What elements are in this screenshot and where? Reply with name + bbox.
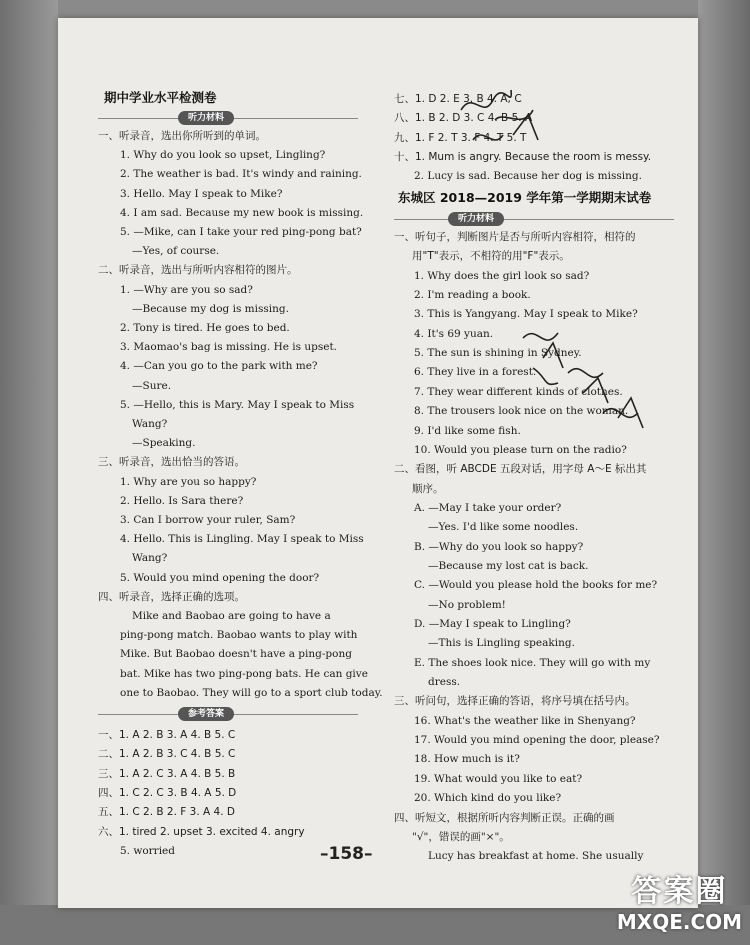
text-line: 二、看图，听 ABCDE 五段对话，用字母 A～E 标出其 — [394, 463, 647, 476]
text-line: 三、听问句，选择正确的答语，将序号填在括号内。 — [394, 695, 636, 708]
text-line: —Because my lost cat is back. — [428, 559, 589, 572]
text-line: 2. Tony is tired. He goes to bed. — [120, 322, 290, 334]
left-section-title: 期中学业水平检测卷 — [104, 90, 217, 105]
text-line: one to Baobao. They will go to a sport club today. — [120, 686, 383, 699]
watermark-url: MXQE.COM — [616, 910, 743, 934]
handwriting-scribble — [513, 318, 663, 448]
text-line: 2. Hello. Is Sara there? — [120, 494, 244, 507]
text-line: 4. —Can you go to the park with me? — [120, 360, 318, 373]
text-line: Wang? — [132, 418, 168, 430]
text-line: 5. —Mike, can I take your red ping-pong bat? — [120, 226, 362, 238]
text-line: Mike and Baobao are going to have a — [132, 610, 331, 622]
text-line: 六、1. tired 2. upset 3. excited 4. angry — [98, 825, 305, 838]
text-line: 三、1. A 2. C 3. A 4. B 5. B — [98, 767, 236, 780]
text-line: 20. Which kind do you like? — [414, 792, 562, 805]
text-line: ping-pong match. Baobao wants to play with — [120, 629, 358, 642]
text-line: —Yes, of course. — [132, 245, 220, 258]
text-line: bat. Mike has two ping-pong bats. He can give — [120, 667, 368, 680]
text-line: 四、1. C 2. C 3. B 4. A 5. D — [98, 786, 237, 799]
text-line: 1. —Why are you so sad? — [120, 283, 253, 296]
text-line: C. —Would you please hold the books for me? — [414, 579, 658, 592]
watermark-logo-text: 答案圈 — [631, 874, 728, 909]
right-section-title: 东城区 2018—2019 学年第一学期期末试卷 — [398, 190, 652, 205]
text-line: 16. What's the weather like in Shenyang? — [414, 714, 636, 727]
text-line: 5. The sun is shining in Sydney. — [414, 347, 582, 360]
scan-border-left — [0, 0, 58, 945]
text-line: 2. I'm reading a book. — [414, 289, 531, 302]
text-line: —Sure. — [132, 379, 172, 392]
text-line: 2. Lucy is sad. Because her dog is missing. — [414, 170, 642, 183]
text-line: 八、1. B 2. D 3. C 4. B 5. A — [394, 112, 533, 125]
text-line: 一、1. A 2. B 3. A 4. B 5. C — [98, 729, 236, 741]
text-line: 九、1. F 2. T 3. F 4. T 5. T — [394, 131, 527, 144]
text-line: 9. I'd like some fish. — [414, 424, 521, 437]
text-line: —Because my dog is missing. — [132, 302, 289, 315]
text-line: 1. Why do you look so upset, Lingling? — [120, 149, 326, 162]
text-line: 5. —Hello, this is Mary. May I speak to Miss — [120, 398, 355, 411]
text-line: 1. Why are you so happy? — [120, 475, 257, 488]
text-line: 8. The trousers look nice on the woman. — [414, 405, 629, 418]
text-line: 十、1. Mum is angry. Because the room is messy. — [394, 150, 652, 163]
text-line: Lucy has breakfast at home. She usually — [428, 850, 644, 863]
text-line: D. —May I speak to Lingling? — [414, 618, 571, 630]
text-line: 一、听录音，选出你所听到的单词。 — [98, 130, 266, 142]
text-line: 三、听录音，选出恰当的答语。 — [98, 456, 245, 469]
text-line: 五、1. C 2. B 2. F 3. A 4. D — [98, 806, 235, 819]
text-line: 顺序。 — [412, 482, 444, 495]
text-line: 18. How much is it? — [414, 753, 520, 766]
text-line: 一、听句子，判断图片是否与所听内容相符，相符的 — [394, 231, 636, 243]
text-line: 七、1. D 2. E 3. B 4. A; C — [394, 93, 522, 105]
page-number: –158– — [320, 844, 373, 864]
text-line: A. —May I take your order? — [414, 501, 562, 514]
text-line: dress. — [428, 676, 461, 689]
handwriting-scribble — [453, 80, 573, 160]
text-line: 4. It's 69 yuan. — [414, 327, 494, 340]
text-line: Wang? — [132, 552, 168, 565]
text-line: "√"，错误的画"×"。 — [412, 830, 510, 843]
answer-key-tag: 参考答案 — [178, 707, 234, 721]
text-line: 1. Why does the girl look so sad? — [414, 269, 590, 282]
text-line: E. The shoes look nice. They will go with my — [414, 656, 651, 669]
text-line: 7. They wear different kinds of clothes. — [414, 385, 623, 398]
text-line: 四、听短文，根据所听内容判断正误。正确的画 — [394, 811, 615, 824]
listening-material-tag: 听力材料 — [178, 111, 234, 125]
text-line: —Speaking. — [132, 437, 196, 450]
text-line: 用"T"表示，不相符的用"F"表示。 — [412, 250, 570, 263]
text-line: 17. Would you mind opening the door, please? — [414, 734, 660, 747]
text-line: 四、听录音，选择正确的选项。 — [98, 590, 245, 603]
listening-material-tag: 听力材料 — [448, 212, 504, 226]
text-line: 3. Maomao's bag is missing. He is upset. — [120, 341, 338, 354]
text-line: —This is Lingling speaking. — [428, 637, 575, 650]
text-line: 5. Would you mind opening the door? — [120, 571, 320, 584]
document-page — [58, 18, 698, 908]
site-watermark — [612, 874, 747, 942]
text-line: 6. They live in a forest. — [414, 366, 537, 379]
text-line: 2. The weather is bad. It's windy and raining. — [120, 168, 362, 181]
text-line: 4. I am sad. Because my new book is missing. — [120, 206, 364, 219]
text-line: 3. This is Yangyang. May I speak to Mike? — [414, 308, 638, 321]
text-line: 二、1. A 2. B 3. C 4. B 5. C — [98, 748, 236, 761]
scan-border-right — [698, 0, 750, 945]
text-line: 二、听录音，选出与所听内容相符的图片。 — [98, 264, 298, 277]
text-line: 3. Hello. May I speak to Mike? — [120, 187, 283, 200]
text-line: 10. Would you please turn on the radio? — [414, 443, 627, 456]
text-line: 4. Hello. This is Lingling. May I speak to Miss — [120, 533, 364, 546]
text-line: —Yes. I'd like some noodles. — [428, 521, 579, 534]
text-line: 19. What would you like to eat? — [414, 772, 583, 785]
text-line: Mike. But Baobao doesn't have a ping-pong — [120, 648, 352, 661]
tag-divider — [394, 219, 674, 220]
text-line: 3. Can I borrow your ruler, Sam? — [120, 514, 296, 526]
text-line: —No problem! — [428, 598, 506, 611]
text-line: B. —Why do you look so happy? — [414, 540, 584, 553]
text-line: 5. worried — [120, 844, 175, 857]
